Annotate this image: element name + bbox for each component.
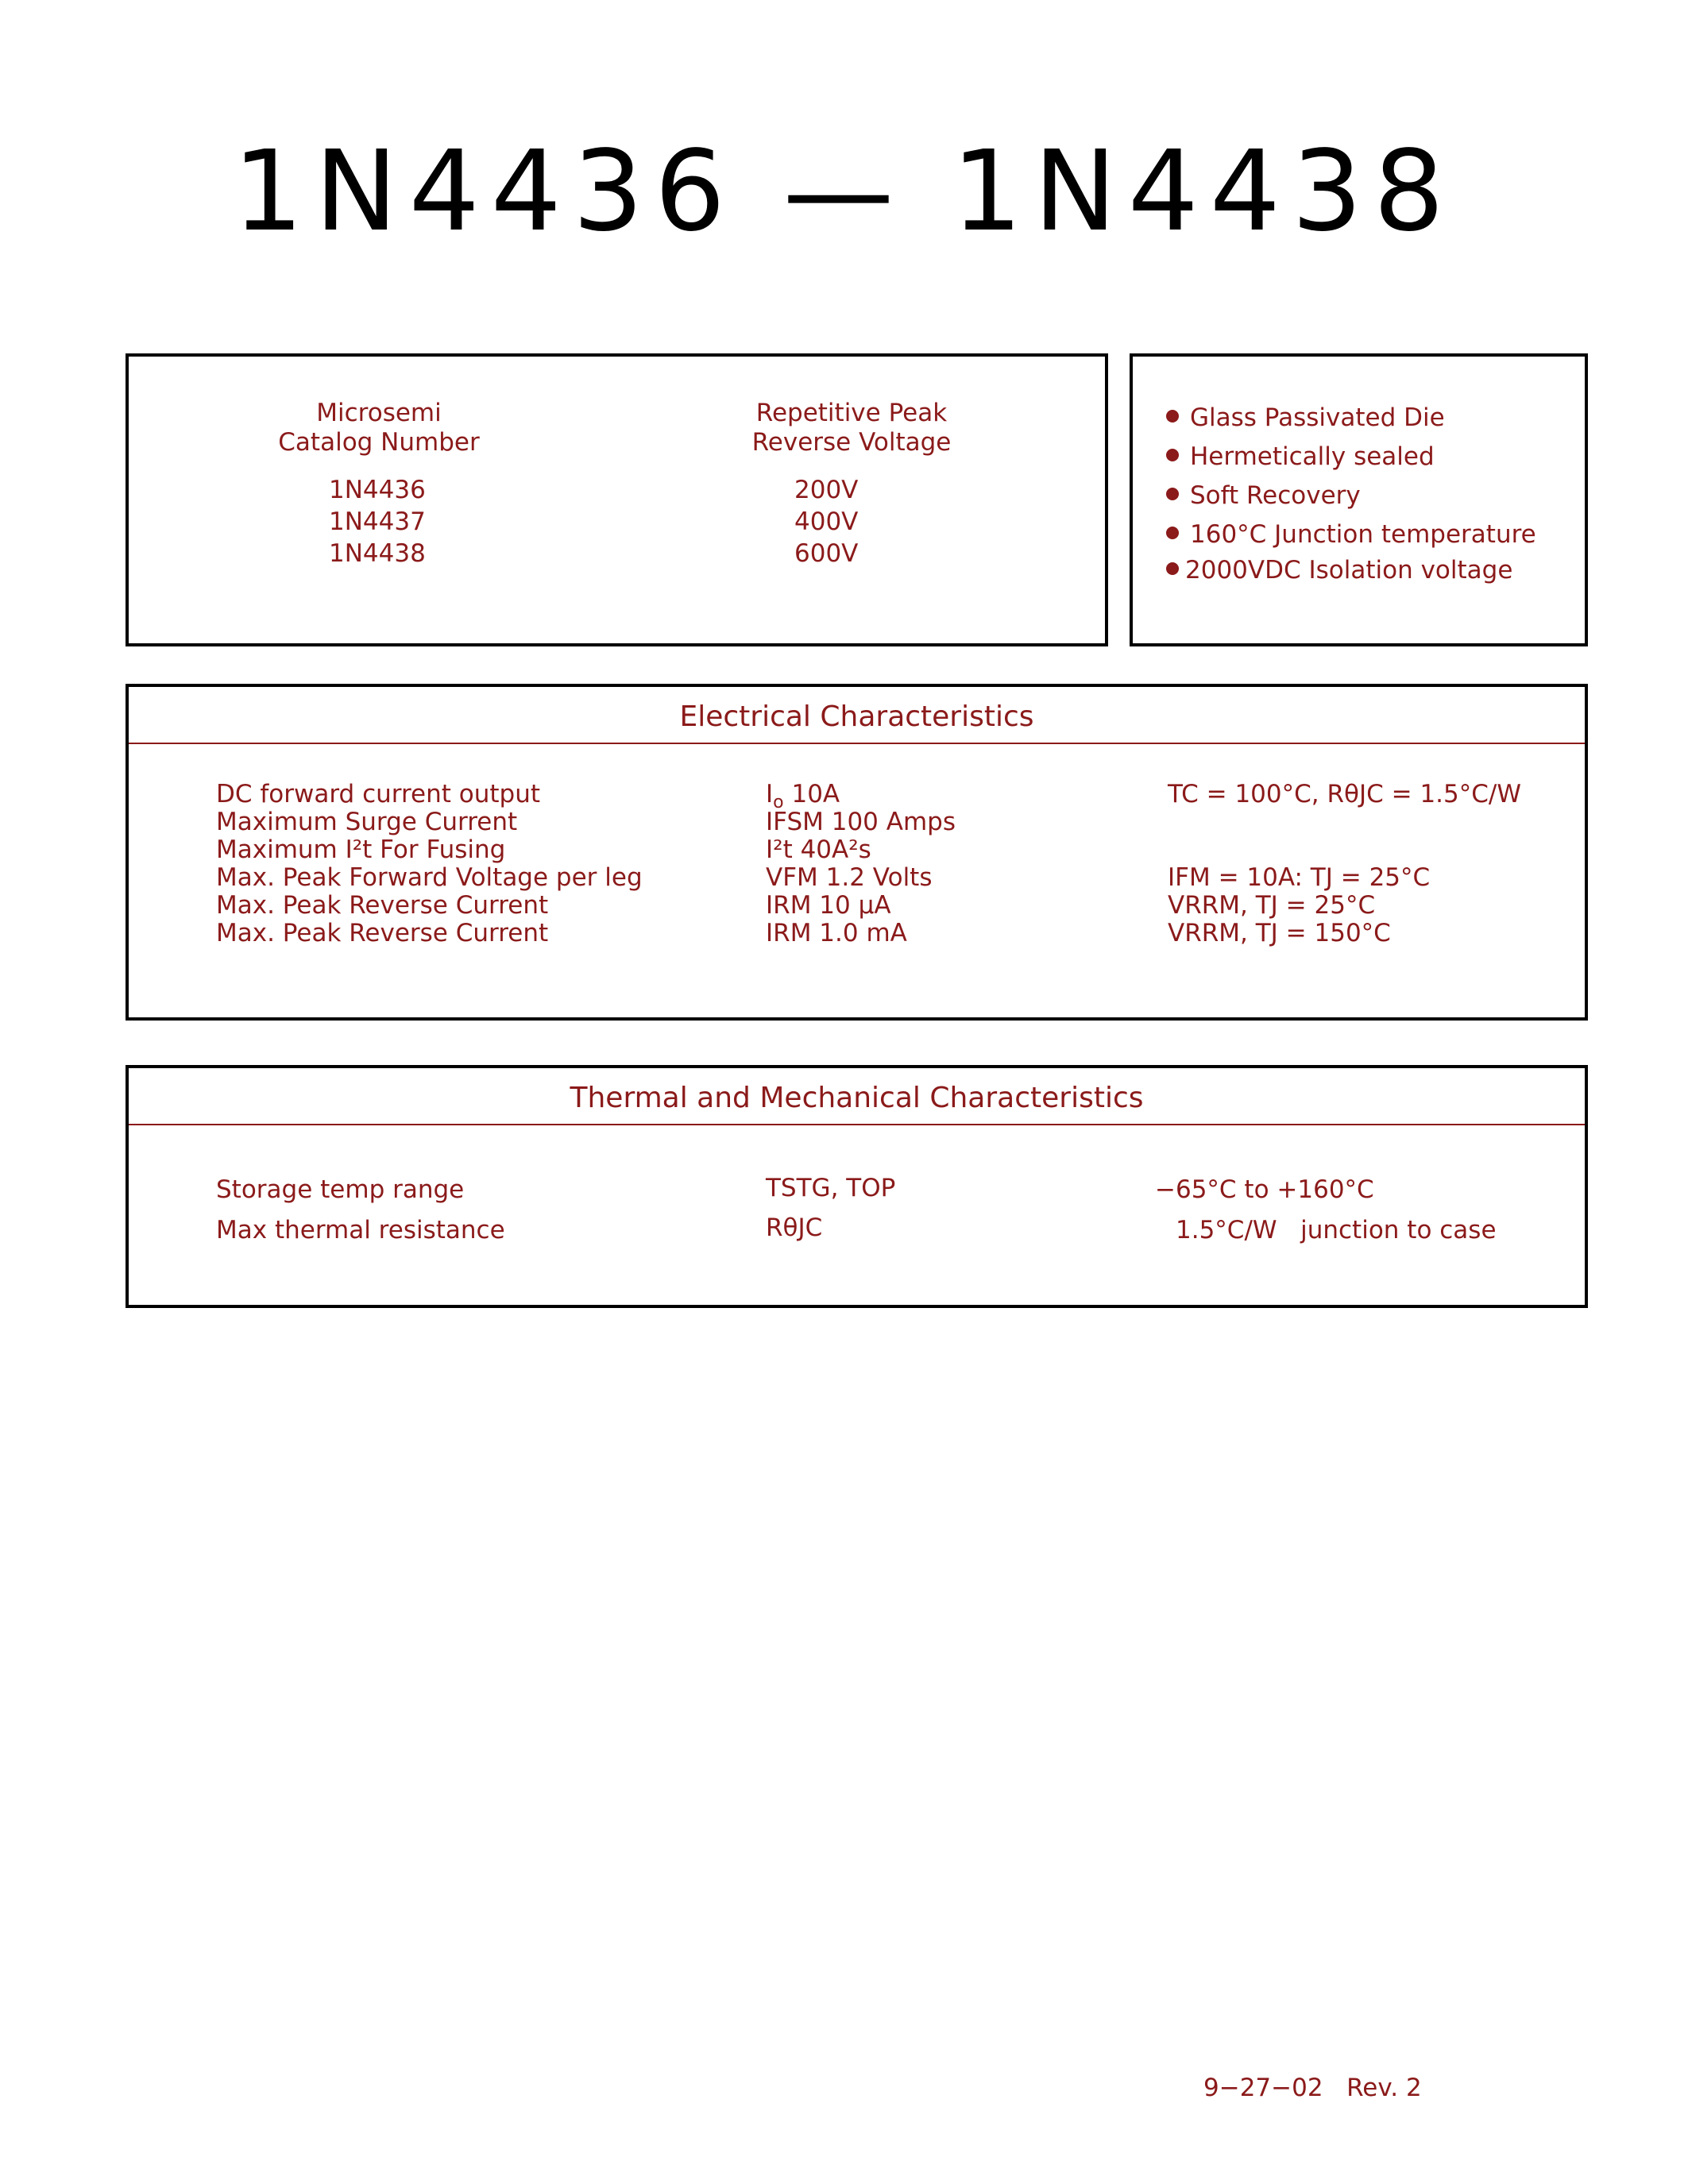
elec-value: $I_o$ 10A [766,780,840,813]
catalog-voltage: 400V [794,507,859,536]
feature-item: Soft Recovery [1166,484,1361,508]
catalog-col1-header [248,401,510,455]
electrical-heading-rule [129,743,1585,744]
col1-header-line2: Catalog Number [278,428,480,457]
revision-footer: 9−27−02 Rev. 2 [1203,2074,1422,2102]
catalog-part: 1N4436 [329,476,426,504]
feature-item: Hermetically sealed [1166,445,1435,469]
elec-value: VFM 1.2 Volts [766,863,933,892]
electrical-box [126,684,1588,1021]
elec-value: IRM 10 μA [766,891,891,920]
elec-condition: IFM = 10A: TJ = 25°C [1168,863,1431,892]
col2-header-line1: Repetitive Peak [755,399,948,427]
thermal-value: 1.5°C/W junction to case [1176,1216,1497,1244]
features-box [1130,353,1588,646]
thermal-label: Max thermal resistance [216,1216,505,1244]
elec-condition: TC = 100°C, RθJC = 1.5°C/W [1168,780,1521,808]
thermal-symbol: TSTG, TOP [766,1174,896,1202]
elec-condition: VRRM, TJ = 25°C [1168,891,1376,920]
catalog-voltage: 600V [794,539,859,568]
bullet-icon [1166,410,1179,423]
catalog-col2-header [720,401,983,455]
bullet-icon [1166,527,1179,539]
col2-header-line2: Reverse Voltage [751,428,952,457]
thermal-label: Storage temp range [216,1175,465,1204]
elec-label: DC forward current output [216,780,541,808]
thermal-box [126,1065,1588,1308]
col1-header-line1: Microsemi [316,399,442,427]
catalog-voltage: 200V [794,476,859,504]
feature-item: Glass Passivated Die [1166,406,1445,430]
elec-label: Max. Peak Reverse Current [216,919,549,947]
elec-label: Max. Peak Reverse Current [216,891,549,920]
bullet-icon [1166,488,1179,500]
thermal-heading: Thermal and Mechanical Characteristics [570,1082,1144,1114]
catalog-part: 1N4437 [329,507,426,536]
page-title: 1N4436 — 1N4438 [232,127,1456,257]
thermal-value: −65°C to +160°C [1155,1175,1374,1204]
catalog-part: 1N4438 [329,539,426,568]
bullet-icon [1166,449,1179,461]
elec-label: Maximum I²t For Fusing [216,835,506,864]
thermal-symbol: RθJC [766,1214,823,1242]
elec-value: IFSM 100 Amps [766,808,956,836]
elec-label: Max. Peak Forward Voltage per leg [216,863,643,892]
elec-condition: VRRM, TJ = 150°C [1168,919,1391,947]
elec-value: IRM 1.0 mA [766,919,907,947]
electrical-heading: Electrical Characteristics [679,700,1034,733]
elec-value: I²t 40A²s [766,835,871,864]
bullet-icon [1166,562,1179,575]
thermal-heading-rule [129,1124,1585,1125]
elec-label: Maximum Surge Current [216,808,518,836]
feature-item: 160°C Junction temperature [1166,523,1536,547]
feature-item: 2000VDC Isolation voltage [1166,558,1512,583]
catalog-box [126,353,1108,646]
